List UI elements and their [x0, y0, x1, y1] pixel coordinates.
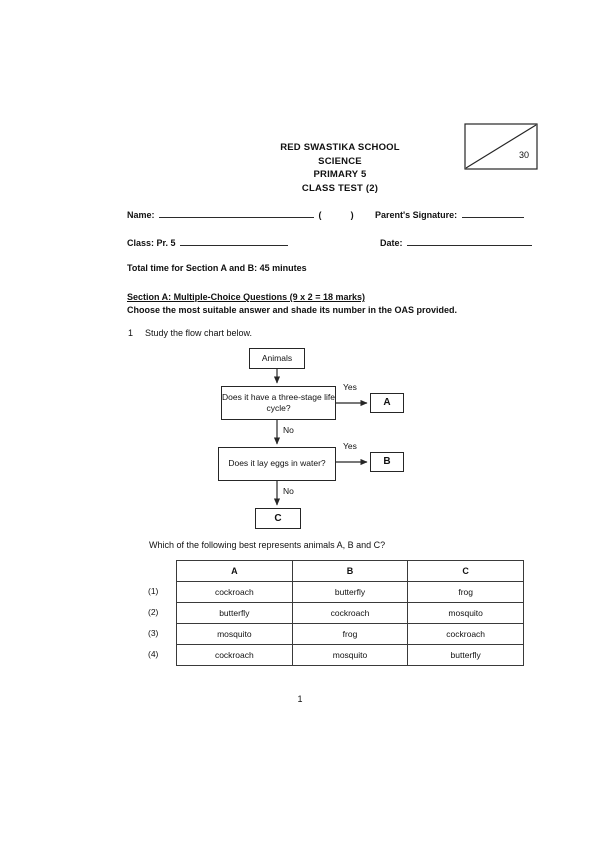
- index-close-paren: ): [350, 210, 354, 220]
- date-input-rule[interactable]: [407, 236, 532, 246]
- school-name: RED SWASTIKA SCHOOL: [280, 142, 400, 153]
- name-field-row: [127, 208, 354, 220]
- flow-decision-1-box: Does it have a three-stage life cycle?: [221, 386, 336, 420]
- class-field-row: [127, 236, 290, 248]
- option-row-labels: [148, 560, 174, 665]
- options-col-header-c: C: [408, 561, 524, 582]
- option-row-label-1: (1): [148, 586, 159, 596]
- class-input-rule[interactable]: [180, 236, 288, 246]
- subject-name: SCIENCE: [318, 155, 362, 167]
- options-col-header-b: B: [292, 561, 408, 582]
- test-name: CLASS TEST (2): [301, 182, 379, 194]
- option-row-label-4: (4): [148, 649, 159, 659]
- flow-chart-connectors: [180, 340, 440, 540]
- flow-start-box: Animals: [249, 348, 305, 369]
- flow-outcome-b-box: B: [370, 452, 404, 472]
- school-header: [200, 141, 480, 195]
- option-1-cell-a: cockroach: [177, 582, 293, 603]
- marks-box-outline: [464, 123, 538, 170]
- question-1-flow-chart: [180, 340, 440, 540]
- name-input-rule[interactable]: [159, 208, 314, 218]
- marks-box: [464, 123, 538, 170]
- parent-signature-input-rule[interactable]: [462, 208, 524, 218]
- option-2-cell-b: cockroach: [292, 603, 408, 624]
- option-4-cell-c: butterfly: [408, 645, 524, 666]
- name-label: Name:: [127, 210, 155, 220]
- option-3-cell-a: mosquito: [177, 624, 293, 645]
- section-a-instruction: Choose the most suitable answer and shade its number in the OAS provided.: [127, 305, 458, 315]
- flow-edge-label-yes-2: Yes: [343, 441, 357, 451]
- option-row-label-3: (3): [148, 628, 159, 638]
- flow-outcome-c-box: C: [255, 508, 301, 529]
- option-4-cell-b: mosquito: [292, 645, 408, 666]
- options-table-header-row: [177, 561, 524, 582]
- total-marks-value: 30: [518, 150, 529, 160]
- table-row[interactable]: [177, 624, 524, 645]
- question-1-stem: Study the flow chart below.: [145, 328, 253, 338]
- section-a-heading: Section A: Multiple-Choice Questions (9 x 2 = 18 marks): [127, 292, 365, 302]
- options-col-header-a: A: [177, 561, 293, 582]
- option-1-cell-c: frog: [408, 582, 524, 603]
- total-time-note: Total time for Section A and B: 45 minutes: [127, 263, 307, 273]
- option-4-cell-a: cockroach: [177, 645, 293, 666]
- parent-signature-row: [375, 208, 526, 220]
- date-label: Date:: [380, 238, 403, 248]
- parent-signature-label: Parent's Signature:: [375, 210, 458, 220]
- question-1-sub-question: Which of the following best represents animals A, B and C?: [149, 540, 386, 550]
- question-1-number: 1: [128, 328, 134, 338]
- index-input-rule[interactable]: [326, 209, 346, 218]
- question-1-options-table: [176, 560, 524, 666]
- option-1-cell-b: butterfly: [292, 582, 408, 603]
- date-field-row: [380, 236, 534, 248]
- level-name: PRIMARY 5: [313, 169, 367, 180]
- flow-decision-2-box: Does it lay eggs in water?: [218, 447, 336, 481]
- flow-outcome-a-box: A: [370, 393, 404, 413]
- table-row[interactable]: [177, 603, 524, 624]
- option-3-cell-b: frog: [292, 624, 408, 645]
- row-label-spacer: [148, 560, 174, 581]
- option-2-cell-a: butterfly: [177, 603, 293, 624]
- class-label: Class: Pr. 5: [127, 238, 176, 248]
- option-3-cell-c: cockroach: [408, 624, 524, 645]
- table-row[interactable]: [177, 645, 524, 666]
- index-open-paren: (: [318, 210, 322, 220]
- flow-edge-label-no-1: No: [283, 425, 294, 435]
- flow-edge-label-yes-1: Yes: [343, 382, 357, 392]
- page-number: 1: [297, 694, 303, 704]
- flow-edge-label-no-2: No: [283, 486, 294, 496]
- option-2-cell-c: mosquito: [408, 603, 524, 624]
- option-row-label-2: (2): [148, 607, 159, 617]
- table-row[interactable]: [177, 582, 524, 603]
